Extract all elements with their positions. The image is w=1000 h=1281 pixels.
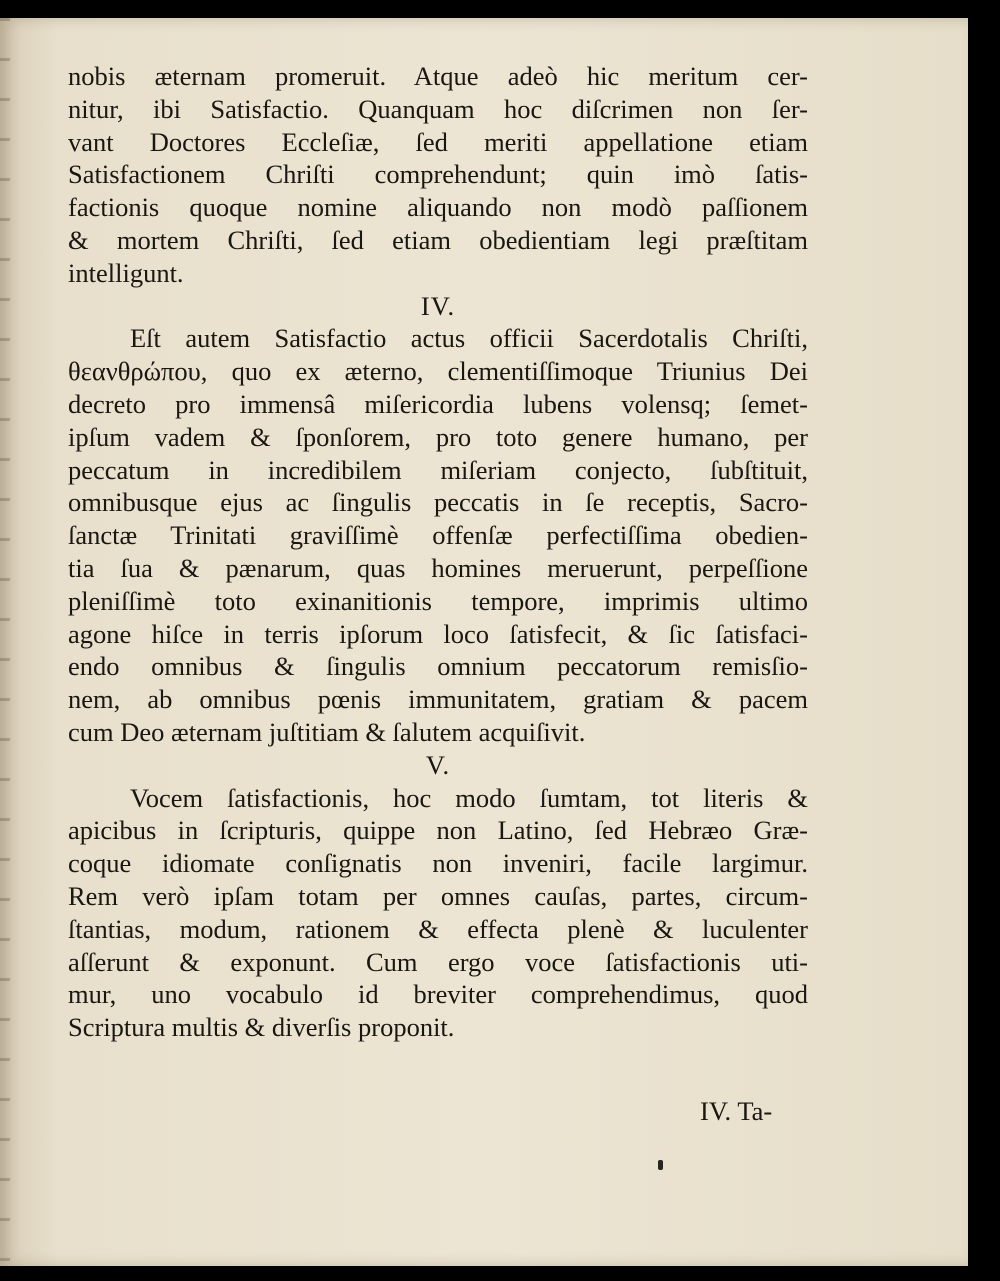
text-line: omnibusque ejus ac ſingulis peccatis in ſe receptis, Sacro- <box>68 487 808 518</box>
text-line: peccatum in incredibilem miſeriam conjecto, ſubſtituit, <box>68 454 808 485</box>
text-line: agone hiſce in terris ipſorum loco ſatisfecit, & ſic ſatisfaci- <box>68 618 808 649</box>
text-line: tia ſua & pænarum, quas homines meruerunt, perpeſſione <box>68 552 808 583</box>
text-line: decreto pro immensâ miſericordia lubens volensq; ſemet- <box>68 388 808 419</box>
text-line: Eſt autem Satisfactio actus officii Sacerdotalis Chriſti, <box>130 323 808 354</box>
text-line: Scriptura multis & diverſis proponit. <box>68 1012 455 1043</box>
page-left-edge <box>0 18 10 1266</box>
text-line: nem, ab omnibus pœnis immunitatem, gratiam & pacem <box>68 684 808 715</box>
catchword: IV. Ta- <box>700 1096 773 1126</box>
text-line: nobis æternam promeruit. Atque adeò hic meritum cer- <box>68 61 808 91</box>
text-line: Vocem ſatisfactionis, hoc modo ſumtam, tot literis & <box>130 782 808 813</box>
text-line: apicibus in ſcripturis, quippe non Latino, ſed Hebræo Græ- <box>68 815 808 846</box>
text-line: ipſum vadem & ſponſorem, pro toto genere humano, per <box>68 421 808 452</box>
text-line: cum Deo æternam juſtitiam & ſalutem acquiſivit. <box>68 716 586 747</box>
page-text <box>68 60 808 1044</box>
text-line: & mortem Chriſti, ſed etiam obedientiam legi præſtitam <box>68 224 808 255</box>
text-line: ſanctæ Trinitati graviſſimè offenſæ perfectiſſima obedien- <box>68 520 808 551</box>
text-line: coque idiomate conſignatis non inveniri, facile largimur. <box>68 848 808 879</box>
text-line: ſtantias, modum, rationem & effecta plenè & luculenter <box>68 913 808 944</box>
text-line: pleniſſimè toto exinanitionis tempore, imprimis ultimo <box>68 585 808 616</box>
text-line: aſſerunt & exponunt. Cum ergo voce ſatisfactionis uti- <box>68 946 808 977</box>
text-line: intelligunt. <box>68 257 184 288</box>
text-line: nitur, ibi Satisfactio. Quanquam hoc diſcrimen non ſer- <box>68 93 808 124</box>
text-line: mur, uno vocabulo id breviter comprehendimus, quod <box>68 979 808 1010</box>
section-heading-v: V. <box>425 749 451 780</box>
text-line: Satisfactionem Chriſti comprehendunt; quin imò ſatis- <box>68 159 808 190</box>
text-line: endo omnibus & ſingulis omnium peccatorum remisſio- <box>68 651 808 682</box>
text-line: factionis quoque nomine aliquando non modò paſſionem <box>68 192 808 223</box>
text-line: θεανθρώπου, quo ex æterno, clementiſſimoque Triunius Dei <box>68 356 808 387</box>
text-line: Rem verò ipſam totam per omnes cauſas, partes, circum- <box>68 880 808 911</box>
text-line: vant Doctores Eccleſiæ, ſed meriti appellatione etiam <box>68 126 808 157</box>
section-heading-iv: IV. <box>420 290 456 321</box>
ink-mark <box>658 1160 663 1170</box>
